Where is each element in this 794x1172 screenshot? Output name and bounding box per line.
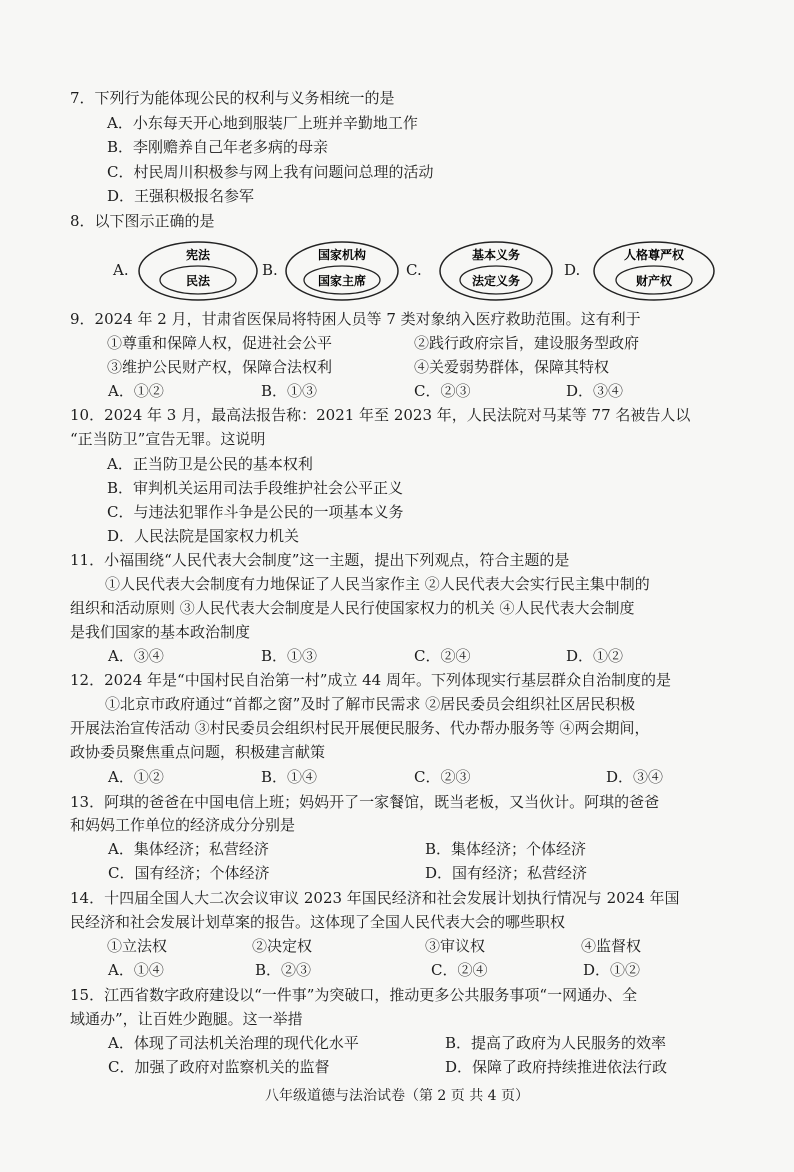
q8-b-outer-label: 国家机构 (317, 248, 367, 262)
q11-body-1: ①人民代表大会制度有力地保证了人民当家作主 ②人民代表大会实行民主集中制的 (105, 575, 650, 593)
q9-item-3: ③维护公民财产权，保障合法权利 (107, 358, 333, 376)
q12-choice-c: C．②③ (414, 768, 471, 786)
q8-diagram-c-letter: C. (406, 261, 422, 279)
q13-choice-c: C．国有经济；个体经济 (108, 864, 270, 882)
q9-choice-d: D．③④ (566, 382, 624, 400)
q8-a-inner-label: 民法 (185, 274, 211, 288)
q15-choice-d: D．保障了政府持续推进依法行政 (445, 1058, 668, 1076)
q14-item-4: ④监督权 (581, 937, 642, 955)
q13-choice-b: B．集体经济；个体经济 (425, 840, 587, 858)
q14-item-2: ②决定权 (252, 937, 313, 955)
q15-choice-a: A．体现了司法机关治理的现代化水平 (108, 1034, 359, 1052)
q12-stem: 12．2024 年是“中国村民自治第一村”成立 44 周年。下列体现实行基层群众自治制度的是 (70, 671, 671, 689)
q14-choice-c: C．②④ (431, 961, 488, 979)
q14-item-1: ①立法权 (107, 937, 168, 955)
q11-body-3: 是我们国家的基本政治制度 (70, 623, 251, 641)
q10-option-c: C．与违法犯罪作斗争是公民的一项基本义务 (107, 503, 404, 521)
q11-choice-d: D．①② (566, 647, 624, 665)
q12-choice-b: B．①④ (261, 768, 318, 786)
q10-option-a: A．正当防卫是公民的基本权利 (107, 455, 313, 473)
q13-stem: 13．阿琪的爸爸在中国电信上班；妈妈开了一家餐馆，既当老板，又当伙计。阿琪的爸爸 (70, 793, 660, 811)
q7-option-c: C．村民周川积极参与网上我有问题问总理的活动 (107, 163, 434, 181)
page-footer: 八年级道德与法治试卷（第 2 页 共 4 页） (264, 1088, 530, 1104)
q10-option-b: B．审判机关运用司法手段维护社会公平正义 (107, 479, 404, 497)
q15-stem: 15．江西省数字政府建设以“一件事”为突破口，推动更多公共服务事项“一网通办、全 (70, 986, 638, 1004)
q7-stem: 7．下列行为能体现公民的权利与义务相统一的是 (70, 89, 395, 107)
q8-diagram-a (137, 240, 259, 302)
q13-choice-a: A．集体经济；私营经济 (108, 840, 269, 858)
q11-choice-b: B．①③ (261, 647, 318, 665)
q14-stem: 14．十四届全国人大二次会议审议 2023 年国民经济和社会发展计划执行情况与 2024 年国 (70, 889, 680, 907)
q14-choice-a: A．①④ (108, 961, 164, 979)
q11-stem: 11．小福围绕“人民代表大会制度”这一主题，提出下列观点，符合主题的是 (70, 551, 570, 569)
q9-stem: 9．2024 年 2 月，甘肃省医保局将特困人员等 7 类对象纳入医疗救助范围。这有利于 (70, 310, 641, 328)
q8-d-inner-label: 财产权 (635, 274, 673, 288)
q14-stem-2: 民经济和社会发展计划草案的报告。这体现了全国人民代表大会的哪些职权 (70, 913, 566, 931)
q9-choice-b: B．①③ (261, 382, 318, 400)
q8-c-outer-label: 基本义务 (471, 248, 521, 262)
q11-choice-c: C．②④ (414, 647, 471, 665)
q8-diagram-c (438, 240, 554, 302)
q9-item-4: ④关爱弱势群体，保障其特权 (414, 358, 610, 376)
q9-item-2: ②践行政府宗旨，建设服务型政府 (414, 334, 640, 352)
q8-stem: 8．以下图示正确的是 (70, 212, 215, 230)
q13-stem-2: 和妈妈工作单位的经济成分分别是 (70, 816, 296, 834)
q12-choice-a: A．①② (108, 768, 164, 786)
q12-body-3: 政协委员聚焦重点问题，积极建言献策 (70, 743, 326, 761)
q7-option-d: D．王强积极报名参军 (107, 187, 255, 205)
q10-stem: 10．2024 年 3 月，最高法报告称：2021 年至 2023 年，人民法院对马某等 77 名被告人以 (70, 406, 691, 424)
q8-a-outer-label: 宪法 (185, 248, 211, 262)
q14-item-3: ③审议权 (425, 937, 486, 955)
q7-option-a: A．小东每天开心地到服装厂上班并辛勤地工作 (107, 114, 418, 132)
q15-choice-c: C．加强了政府对监察机关的监督 (108, 1058, 330, 1076)
q14-choice-d: D．①② (583, 961, 641, 979)
q7-option-b: B．李刚赡养自己年老多病的母亲 (107, 138, 329, 156)
q8-c-inner-label: 法定义务 (471, 274, 521, 288)
q9-item-1: ①尊重和保障人权，促进社会公平 (107, 334, 333, 352)
q12-choice-d: D．③④ (606, 768, 664, 786)
q12-body-1: ①北京市政府通过“首都之窗”及时了解市民需求 ②居民委员会组织社区居民积极 (105, 695, 636, 713)
q11-body-2: 组织和活动原则 ③人民代表大会制度是人民行使国家权力的机关 ④人民代表大会制度 (70, 599, 635, 617)
q8-b-inner-label: 国家主席 (317, 274, 367, 288)
q10-option-d: D．人民法院是国家权力机关 (107, 527, 300, 545)
q12-body-2: 开展法治宣传活动 ③村民委员会组织村民开展便民服务、代办帮办服务等 ④两会期间， (70, 719, 650, 737)
q9-choice-a: A．①② (108, 382, 164, 400)
q8-diagram-d (592, 240, 716, 302)
q11-choice-a: A．③④ (108, 647, 164, 665)
q14-choice-b: B．②③ (255, 961, 312, 979)
q8-diagram-a-letter: A. (113, 261, 129, 279)
q13-choice-d: D．国有经济；私营经济 (425, 864, 588, 882)
q8-diagram-d-letter: D. (564, 261, 581, 279)
q8-diagram-b-letter: B. (262, 261, 278, 279)
q10-stem-2: “正当防卫”宣告无罪。这说明 (70, 430, 266, 448)
q15-choice-b: B．提高了政府为人民服务的效率 (445, 1034, 667, 1052)
q9-choice-c: C．②③ (414, 382, 471, 400)
q8-diagram-b (284, 240, 400, 302)
q15-stem-2: 域通办”，让百姓少跑腿。这一举措 (70, 1010, 303, 1028)
q8-d-outer-label: 人格尊严权 (623, 248, 685, 262)
